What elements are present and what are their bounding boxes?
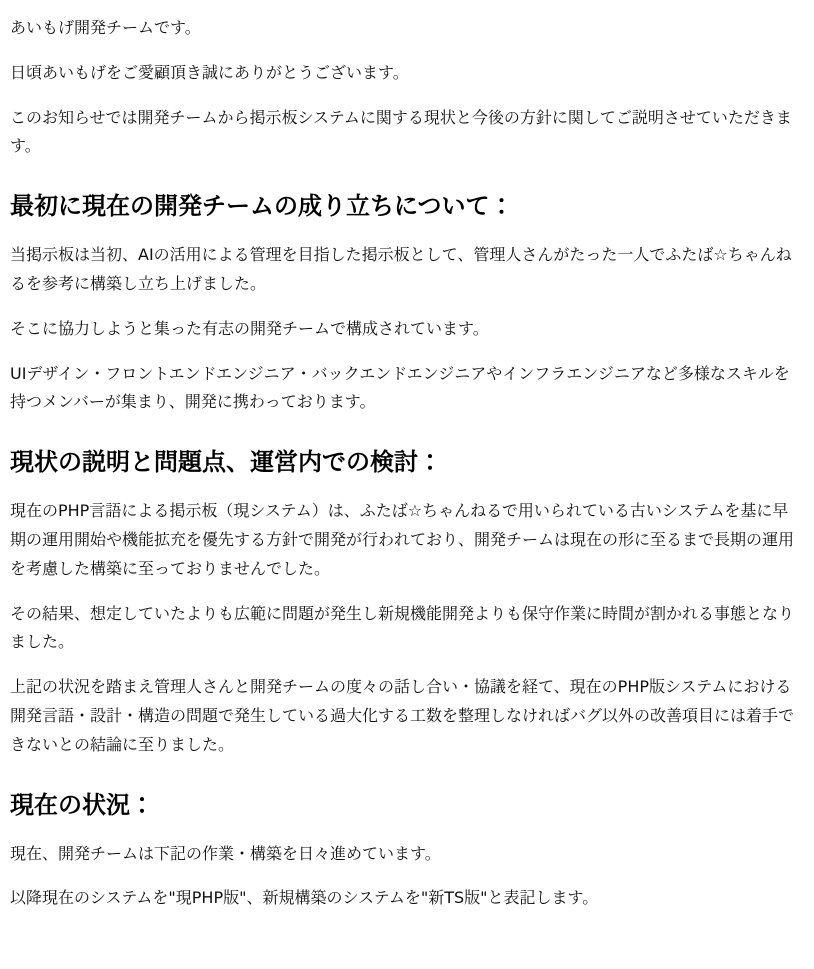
intro-greeting: あいもげ開発チームです。 (10, 18, 201, 37)
current-status-paragraph-2: 以降現在のシステムを"現PHP版"、新規構築のシステムを"新TS版"と表記します。 (10, 888, 599, 908)
intro-thanks: 日頃あいもげをご愛顧頂き誠にありがとうございます。 (10, 62, 409, 82)
current-issues-paragraph-3: 上記の状況を踏まえ管理人さんと開発チームの度々の話し合い・協議を経て、現在のPHP版システムにおける開発言語・設計・構造の問題で発生している過大化する工数を整理しなければバグ以外の改善項目には着手できないとの結論に至りました。 (10, 677, 795, 754)
team-origin-paragraph-2: そこに協力しようと集った有志の開発チームで構成されています。 (10, 318, 489, 338)
current-issues-paragraph-2: その結果、想定していたよりも広範に問題が発生し新規機能開発よりも保守作業に時間が割かれる事態となりました。 (10, 603, 795, 652)
intro-purpose: このお知らせでは開発チームから掲示板システムに関する現状と今後の方針に関してご説明させていただきます。 (10, 107, 792, 156)
team-origin-paragraph-1: 当掲示板は当初、AIの活用による管理を目指した掲示板として、管理人さんがたった一人でふたば☆ちゃんねるを参考に構築し立ち上げました。 (10, 245, 792, 293)
current-status-paragraph-1: 現在、開発チームは下記の作業・構築を日々進めています。 (10, 843, 441, 863)
current-issues-paragraph-1: 現在のPHP言語による掲示板（現システム）は、ふたば☆ちゃんねるで用いられている古いシステムを基に早期の運用開始や機能拡充を優先する方針で開発が行われており、開発チームは現在の形に至るまで長期の運用を考慮した構築に至っておりませんでした。 (10, 501, 795, 578)
team-origin-paragraph-3: UIデザイン・フロントエンドエンジニア・バックエンドエンジニアやインフラエンジニアなど多様なスキルを持つメンバーが集まり、開発に携わっております。 (10, 363, 790, 412)
section-heading-current-status: 現在の状況： (10, 790, 154, 819)
section-heading-team-origin: 最初に現在の開発チームの成り立ちについて： (10, 192, 514, 221)
section-heading-current-issues: 現状の説明と問題点、運営内での検討： (10, 448, 442, 477)
